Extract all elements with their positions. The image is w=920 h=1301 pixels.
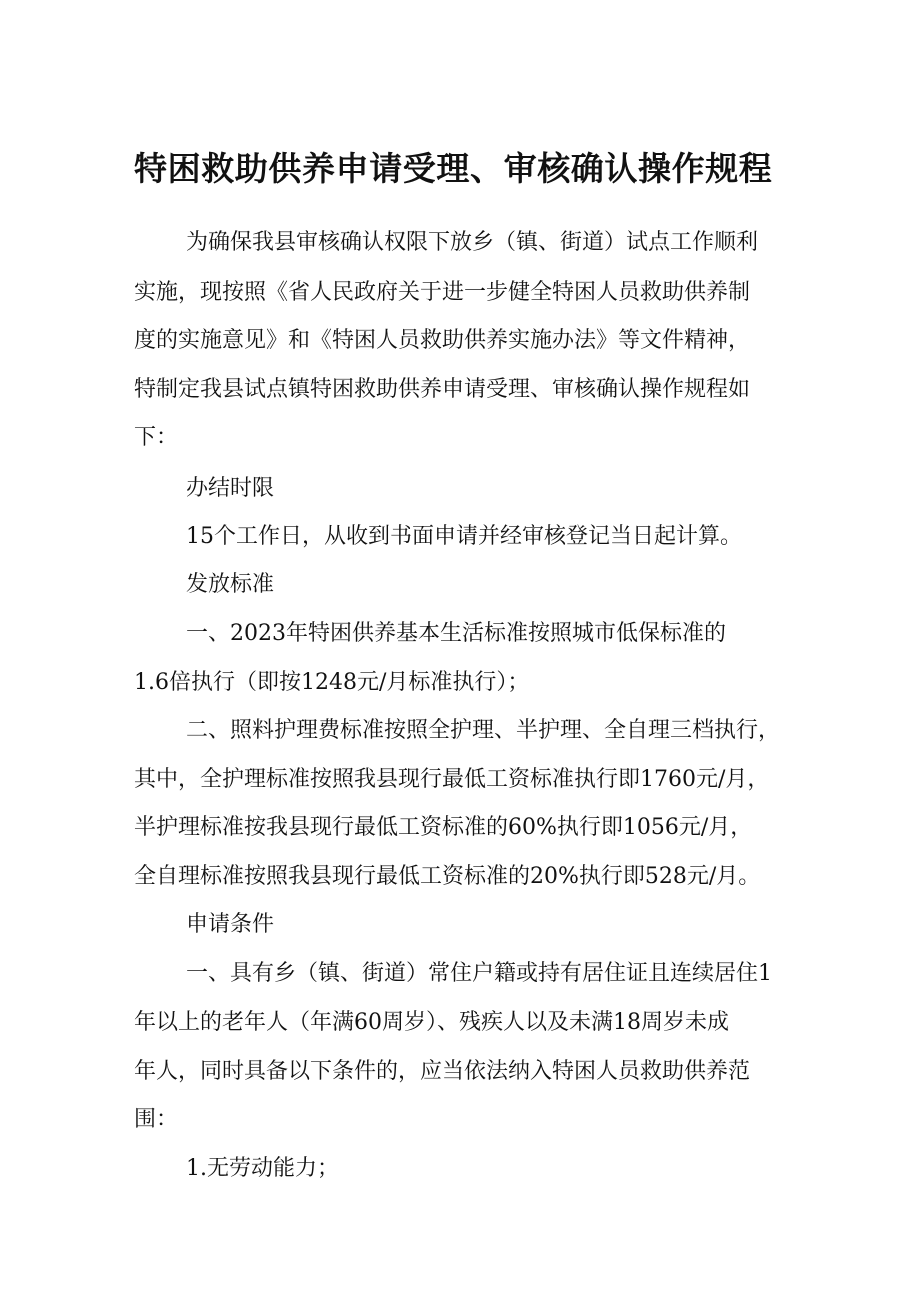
- paragraph-line: 下：: [134, 425, 179, 450]
- paragraph-line: 其中，全护理标准按照我县现行最低工资标准执行即1760元/月，: [134, 767, 770, 792]
- paragraph-line: 二、照料护理费标准按照全护理、半护理、全自理三档执行，: [186, 718, 781, 743]
- list-item: 1.无劳动能力；: [186, 1156, 339, 1181]
- section-heading: 办结时限: [186, 476, 275, 501]
- document-title: 特困救助供养申请受理、审核确认操作规程: [134, 149, 773, 188]
- paragraph-line: 半护理标准按我县现行最低工资标准的60%执行即1056元/月，: [134, 815, 753, 840]
- paragraph-line: 一、具有乡（镇、街道）常住户籍或持有居住证且连续居住1: [186, 961, 772, 986]
- paragraph-line: 全自理标准按照我县现行最低工资标准的20%执行即528元/月。: [134, 864, 761, 889]
- paragraph-line: 1.6倍执行（即按1248元/月标准执行）；: [134, 670, 530, 695]
- paragraph-line: 度的实施意见》和《特困人员救助供养实施办法》等文件精神，: [134, 328, 751, 353]
- paragraph-line: 年人，同时具备以下条件的，应当依法纳入特困人员救助供养范: [134, 1059, 751, 1084]
- paragraph-line: 一、2023年特困供养基本生活标准按照城市低保标准的: [186, 621, 726, 646]
- paragraph-line: 15个工作日，从收到书面申请并经审核登记当日起计算。: [186, 524, 742, 549]
- paragraph-line: 实施，现按照《省人民政府关于进一步健全特困人员救助供养制: [134, 280, 751, 305]
- paragraph-line: 为确保我县审核确认权限下放乡（镇、街道）试点工作顺利: [186, 230, 759, 255]
- section-heading: 申请条件: [186, 912, 275, 937]
- paragraph-line: 年以上的老年人（年满60周岁）、残疾人以及未满18周岁未成: [134, 1010, 729, 1035]
- paragraph-line: 围：: [134, 1107, 179, 1132]
- paragraph-line: 特制定我县试点镇特困救助供养申请受理、审核确认操作规程如: [134, 377, 751, 402]
- section-heading: 发放标准: [186, 572, 275, 597]
